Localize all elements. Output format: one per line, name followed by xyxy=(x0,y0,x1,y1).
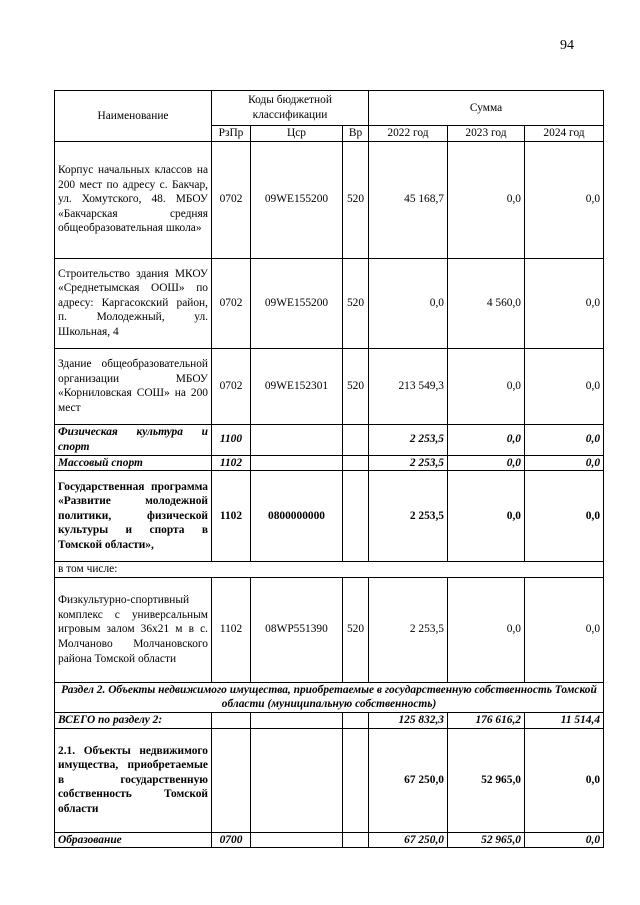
row-2022: 67 250,0 xyxy=(369,832,448,848)
table-row xyxy=(55,562,604,578)
row-csr xyxy=(251,712,343,728)
row-csr: 08WP551390 xyxy=(251,577,343,682)
row-2024: 0,0 xyxy=(525,348,604,424)
table-row xyxy=(55,728,604,832)
row-rzpr: 1102 xyxy=(212,455,251,471)
row-csr: 09WE152301 xyxy=(251,348,343,424)
row-vr xyxy=(343,455,369,471)
row-rzpr: 0700 xyxy=(212,832,251,848)
row-name: Государственная программа «Развитие молодежной политики, физической культуры и спорта в Томской области», xyxy=(55,471,212,562)
row-2022: 125 832,3 xyxy=(369,712,448,728)
row-name: Образование xyxy=(55,832,212,848)
table-row xyxy=(55,348,604,424)
row-name: ВСЕГО по разделу 2: xyxy=(55,712,212,728)
row-csr xyxy=(251,424,343,455)
row-2023: 0,0 xyxy=(448,348,525,424)
row-2022: 2 253,5 xyxy=(369,577,448,682)
table-row xyxy=(55,712,604,728)
row-csr xyxy=(251,728,343,832)
row-vr xyxy=(343,424,369,455)
page-number: 94 xyxy=(560,38,574,53)
row-name: Физкультурно-спортивный комплекс с универсальным игровым залом 36х21 м в с. Молчаново Молчановского района Томской области xyxy=(55,577,212,682)
section-title: Раздел 2. Объекты недвижимого имущества, приобретаемые в государственную собственность Томской области (муниципальную собственность) xyxy=(55,682,604,712)
row-rzpr xyxy=(212,728,251,832)
row-rzpr xyxy=(212,712,251,728)
table-row xyxy=(55,258,604,348)
row-2022: 2 253,5 xyxy=(369,455,448,471)
row-vr: 520 xyxy=(343,258,369,348)
row-2023: 0,0 xyxy=(448,424,525,455)
row-2022: 67 250,0 xyxy=(369,728,448,832)
row-vr xyxy=(343,728,369,832)
row-vr xyxy=(343,712,369,728)
row-2023: 176 616,2 xyxy=(448,712,525,728)
row-2023: 52 965,0 xyxy=(448,728,525,832)
row-2023: 0,0 xyxy=(448,455,525,471)
row-name: Массовый спорт xyxy=(55,455,212,471)
header-2022: 2022 год xyxy=(369,126,448,142)
header-2023: 2023 год xyxy=(448,126,525,142)
row-name: Здание общеобразовательной организации МБОУ «Корниловская СОШ» на 200 мест xyxy=(55,348,212,424)
row-csr: 09WE155200 xyxy=(251,141,343,258)
row-rzpr: 0702 xyxy=(212,258,251,348)
row-2024: 0,0 xyxy=(525,141,604,258)
row-2023: 4 560,0 xyxy=(448,258,525,348)
header-vr: Вр xyxy=(343,126,369,142)
row-2023: 0,0 xyxy=(448,141,525,258)
row-note: в том числе: xyxy=(55,562,604,578)
row-csr xyxy=(251,832,343,848)
row-2024: 0,0 xyxy=(525,728,604,832)
header-csr: Цср xyxy=(251,126,343,142)
budget-table xyxy=(54,90,604,848)
row-2023: 0,0 xyxy=(448,577,525,682)
row-2022: 213 549,3 xyxy=(369,348,448,424)
row-rzpr: 1102 xyxy=(212,471,251,562)
row-rzpr: 1100 xyxy=(212,424,251,455)
row-name: Строительство здания МКОУ «Среднетымская ООШ» по адресу: Каргасокский район, п. Молодежный, ул. Школьная, 4 xyxy=(55,258,212,348)
table-row xyxy=(55,577,604,682)
row-2023: 52 965,0 xyxy=(448,832,525,848)
row-vr: 520 xyxy=(343,577,369,682)
row-rzpr: 1102 xyxy=(212,577,251,682)
row-vr xyxy=(343,471,369,562)
header-codes: Коды бюджетной классификации xyxy=(212,91,369,126)
row-2023: 0,0 xyxy=(448,471,525,562)
header-2024: 2024 год xyxy=(525,126,604,142)
row-rzpr: 0702 xyxy=(212,141,251,258)
row-rzpr: 0702 xyxy=(212,348,251,424)
header-row-1 xyxy=(55,91,604,126)
row-csr xyxy=(251,455,343,471)
table-row xyxy=(55,141,604,258)
row-2024: 0,0 xyxy=(525,577,604,682)
header-name: Наименование xyxy=(55,91,212,142)
row-vr xyxy=(343,832,369,848)
row-2024: 0,0 xyxy=(525,832,604,848)
row-vr: 520 xyxy=(343,141,369,258)
table-row xyxy=(55,832,604,848)
row-2024: 0,0 xyxy=(525,471,604,562)
row-2022: 0,0 xyxy=(369,258,448,348)
row-2024: 0,0 xyxy=(525,424,604,455)
row-vr: 520 xyxy=(343,348,369,424)
row-2022: 2 253,5 xyxy=(369,424,448,455)
row-name: Корпус начальных классов на 200 мест по адресу с. Бакчар, ул. Хомутского, 48. МБОУ «Бакчарская средняя общеобразовательная школа» xyxy=(55,141,212,258)
table-row xyxy=(55,682,604,712)
row-name: 2.1. Объекты недвижимого имущества, приобретаемые в государственную собственность Томской области xyxy=(55,728,212,832)
row-csr: 09WE155200 xyxy=(251,258,343,348)
row-2024: 0,0 xyxy=(525,258,604,348)
row-csr: 0800000000 xyxy=(251,471,343,562)
table-row xyxy=(55,424,604,455)
row-2022: 45 168,7 xyxy=(369,141,448,258)
row-2024: 0,0 xyxy=(525,455,604,471)
header-rzpr: РзПр xyxy=(212,126,251,142)
row-2024: 11 514,4 xyxy=(525,712,604,728)
table-row xyxy=(55,471,604,562)
row-2022: 2 253,5 xyxy=(369,471,448,562)
header-sum: Сумма xyxy=(369,91,604,126)
row-name: Физическая культура и спорт xyxy=(55,424,212,455)
table-row xyxy=(55,455,604,471)
